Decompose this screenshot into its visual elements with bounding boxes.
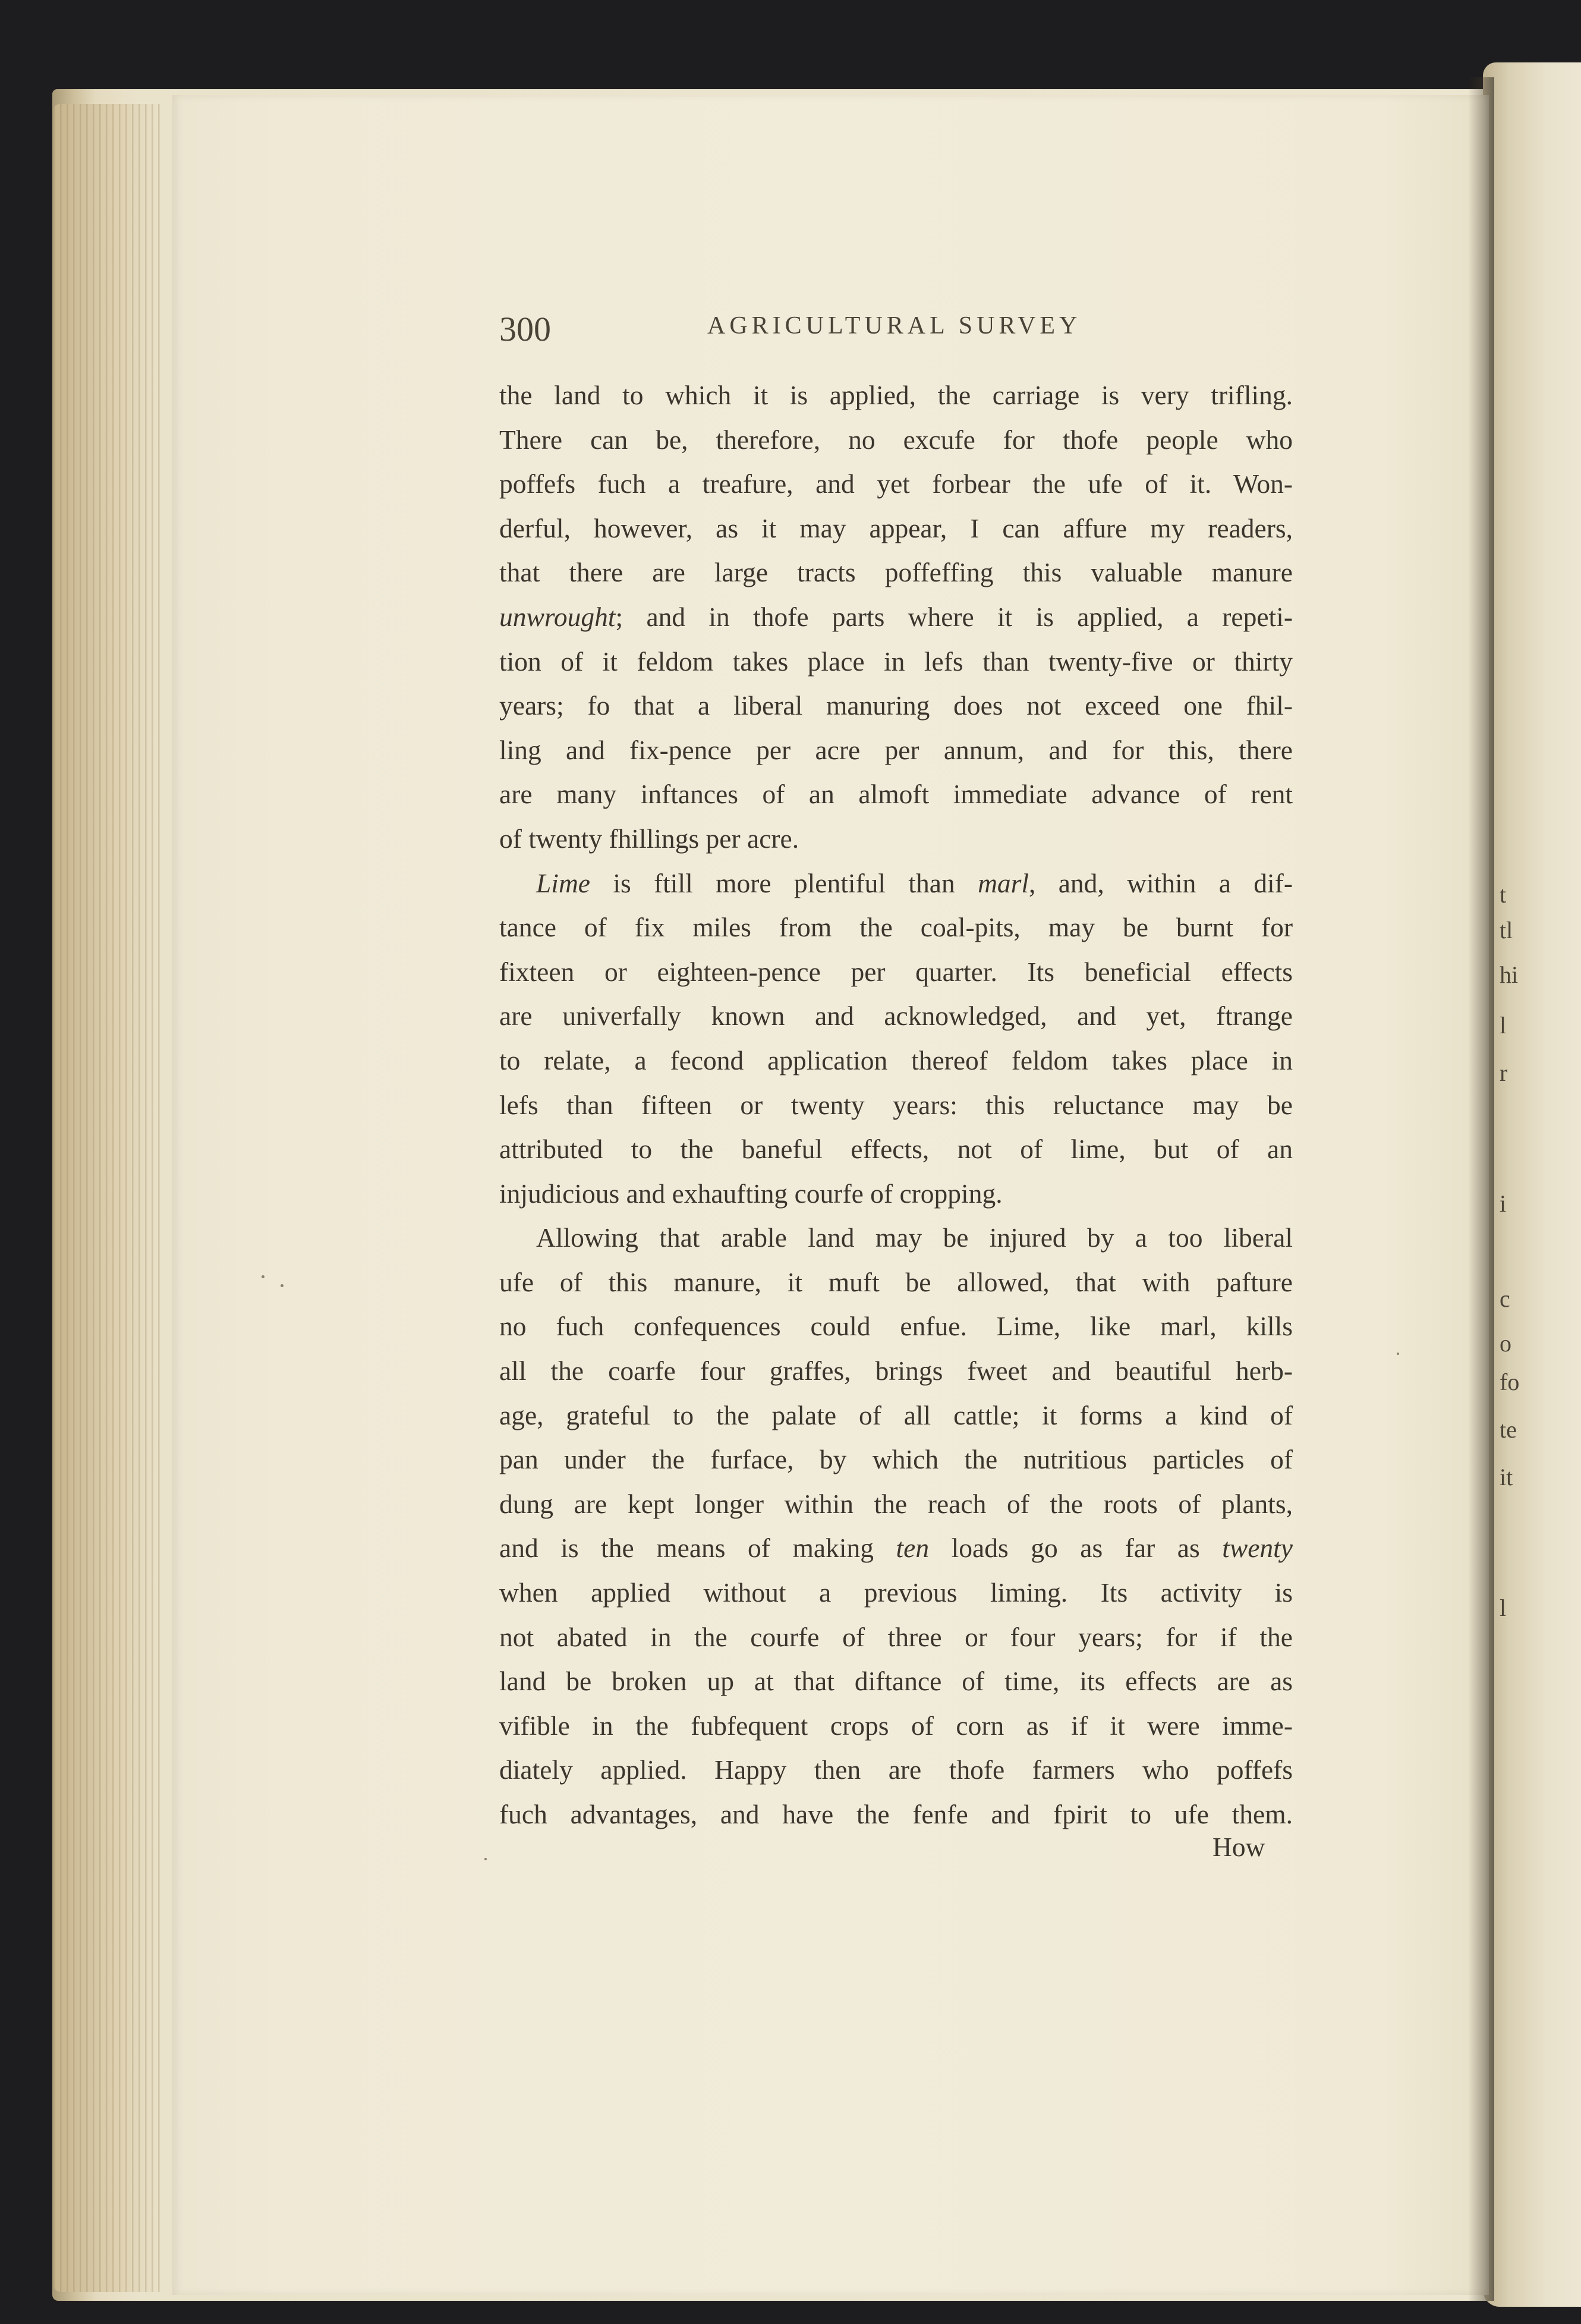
italic-word: ten: [896, 1533, 930, 1564]
italic-word: twenty: [1222, 1533, 1293, 1564]
text-line: all the coarfe four graffes, brings fweet and beautiful herb-: [499, 1356, 1293, 1386]
opposite-page-fragment: i: [1500, 1190, 1507, 1217]
opposite-page-fragment: t: [1500, 881, 1507, 908]
text-line: age, grateful to the palate of all cattle; it forms a kind of: [499, 1400, 1293, 1430]
italic-word: marl: [978, 867, 1029, 898]
opposite-page-fragment: l: [1500, 1012, 1507, 1039]
text-line: fixteen or eighteen-pence per quarter. Its beneficial effects: [499, 956, 1293, 987]
text-line: poffefs fuch a treafure, and yet forbear the ufe of it. Won-: [499, 468, 1293, 499]
opposite-page-fragment: hi: [1500, 961, 1519, 988]
text-line: ufe of this manure, it muft be allowed, that with pafture: [499, 1266, 1293, 1297]
text-line: not abated in the courfe of three or four years; for if the: [499, 1621, 1293, 1652]
paper-speck: [281, 1284, 284, 1287]
text-fragment: , and, within a dif-: [1029, 867, 1293, 898]
paper-speck: [484, 1858, 487, 1860]
opposite-page-fragment: o: [1500, 1330, 1511, 1357]
italic-word: Lime: [536, 867, 590, 898]
opposite-page-fragment: c: [1500, 1285, 1510, 1312]
catchword: How: [1212, 1832, 1265, 1862]
opposite-page-fragment: it: [1500, 1464, 1513, 1490]
italic-word: unwrought: [499, 601, 616, 632]
book-gutter: [1468, 77, 1494, 2301]
text-line: attributed to the baneful effects, not of lime, but of an: [499, 1134, 1293, 1165]
text-line: derful, however, as it may appear, I can affure my readers,: [499, 512, 1293, 543]
text-line: tion of it feldom takes place in lefs than twenty-five or thirty: [499, 646, 1293, 677]
text-line: when applied without a previous liming. Its activity is: [499, 1577, 1293, 1608]
text-fragment: is ftill more plentiful than: [590, 867, 978, 898]
text-line: Allowing that arable land may be injured by a too liberal: [536, 1222, 1293, 1253]
text-line: [499, 595, 1293, 640]
page-edges: [53, 104, 160, 2292]
text-line: [499, 861, 1293, 906]
paper-speck: [1397, 1353, 1399, 1355]
text-line: are many inftances of an almoft immediate advance of rent: [499, 779, 1293, 810]
text-line: to relate, a fecond application thereof feldom takes place in: [499, 1045, 1293, 1075]
opposite-page-fragment: r: [1500, 1059, 1508, 1086]
page-header: [499, 309, 1296, 357]
text-line: [499, 1526, 1293, 1571]
text-line: are univerfally known and acknowledged, and yet, ftrange: [499, 1001, 1293, 1032]
text-line: that there are large tracts poffeffing this valuable manure: [499, 557, 1293, 588]
text-line: vifible in the fubfequent crops of corn as if it were imme-: [499, 1710, 1293, 1741]
text-line: fuch advantages, and have the fenfe and fpirit to ufe them.: [499, 1799, 1293, 1829]
paper-speck: [262, 1275, 264, 1278]
opposite-page-fragment: te: [1500, 1416, 1517, 1443]
opposite-page-fragment: fo: [1500, 1369, 1520, 1395]
text-line: pan under the furface, by which the nutritious particles of: [499, 1444, 1293, 1475]
text-fragment: loads go as far as: [929, 1533, 1223, 1564]
text-fragment: ; and in thofe parts where it is applied, a repeti-: [615, 601, 1293, 632]
opposite-page-fragment: l: [1500, 1595, 1507, 1621]
text-line: no fuch confequences could enfue. Lime, like marl, kills: [499, 1311, 1293, 1342]
opposite-page-edge: [1483, 62, 1581, 2307]
opposite-page-fragment: tl: [1500, 917, 1513, 944]
text-fragment: and is the means of making: [499, 1533, 896, 1564]
text-line: injudicious and exhaufting courfe of cropping.: [499, 1178, 1003, 1209]
body-text: [499, 373, 1293, 1837]
text-line: lefs than fifteen or twenty years: this reluctance may be: [499, 1089, 1293, 1120]
text-line: ling and fix-pence per acre per annum, and for this, there: [499, 734, 1293, 765]
running-head: AGRICULTURAL SURVEY: [707, 312, 1082, 339]
text-line: There can be, therefore, no excufe for thofe people who: [499, 424, 1293, 455]
text-line: of twenty fhillings per acre.: [499, 823, 799, 854]
text-line: the land to which it is applied, the carriage is very trifling.: [499, 380, 1293, 410]
text-line: land be broken up at that diftance of time, its effects are as: [499, 1666, 1293, 1697]
text-line: years; fo that a liberal manuring does not exceed one fhil-: [499, 690, 1293, 721]
text-line: tance of fix miles from the coal-pits, may be burnt for: [499, 912, 1293, 943]
text-line: dung are kept longer within the reach of the roots of plants,: [499, 1488, 1293, 1519]
page-number: 300: [499, 310, 551, 348]
text-line: diately applied. Happy then are thofe farmers who poffefs: [499, 1754, 1293, 1785]
